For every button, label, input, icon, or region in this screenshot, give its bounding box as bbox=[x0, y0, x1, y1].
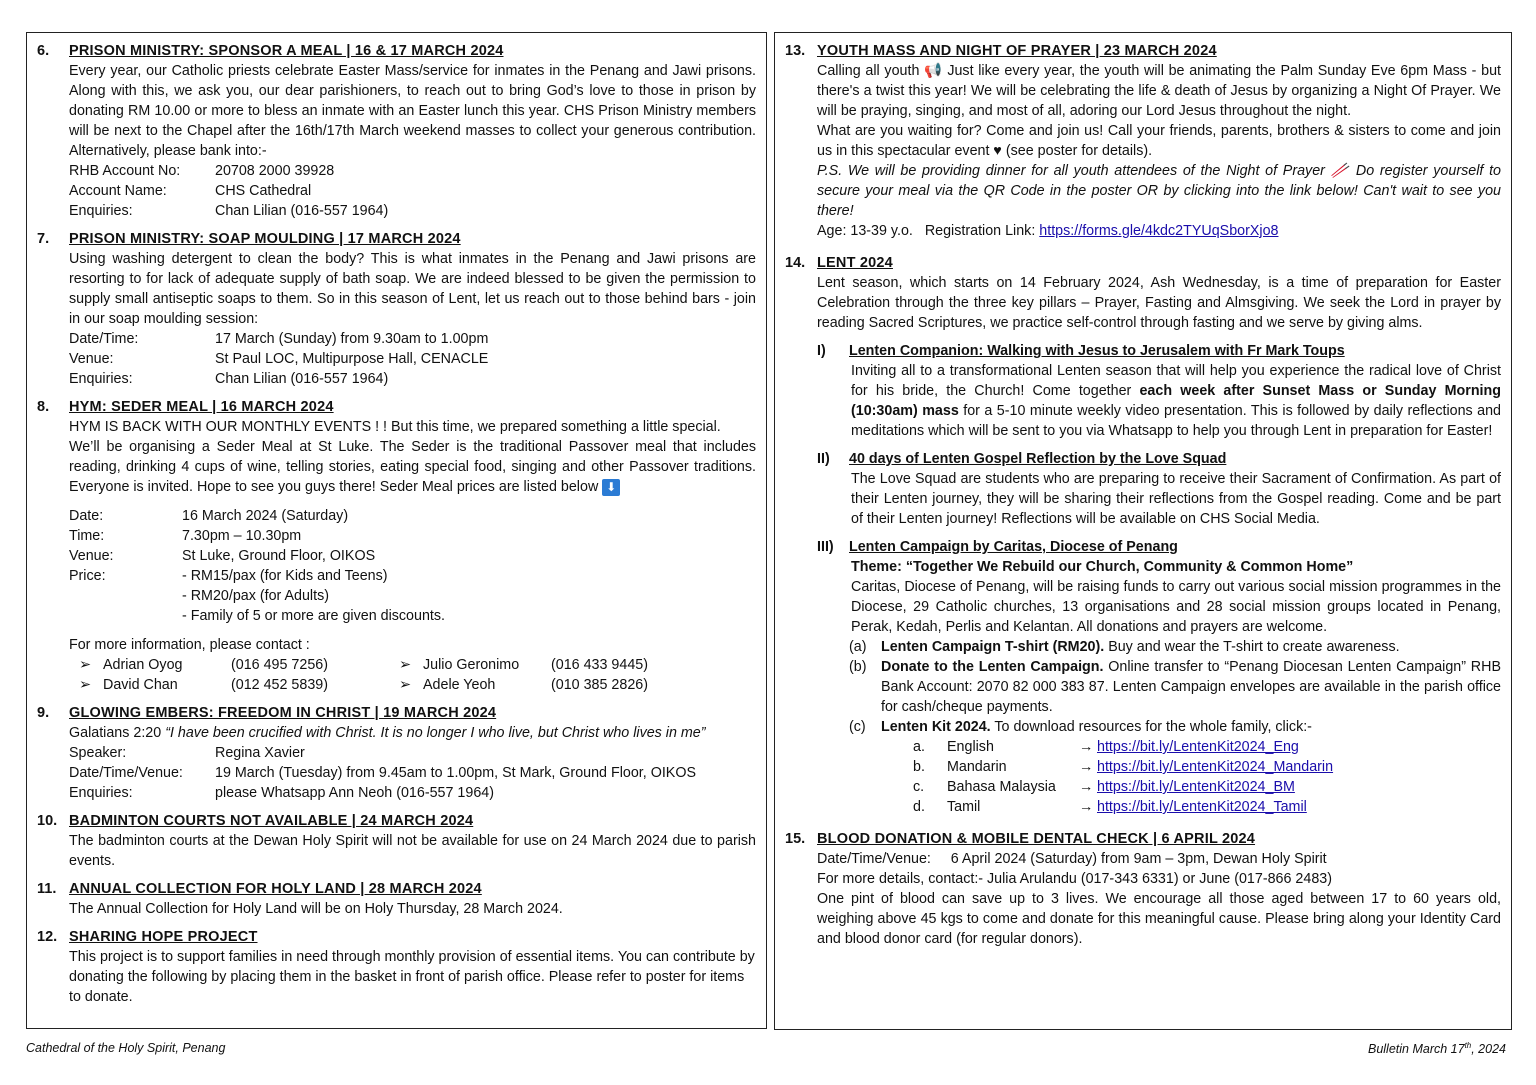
verse: Galatians 2:20 “I have been crucified with Christ. It is no longer I who live, but Christ who lives in me” bbox=[69, 725, 706, 741]
roman-numeral: III) bbox=[817, 539, 834, 555]
section-7 bbox=[37, 229, 756, 389]
kit-link-tamil[interactable]: https://bit.ly/LentenKit2024_Tamil bbox=[1097, 799, 1307, 815]
section-15 bbox=[785, 829, 1501, 949]
right-column bbox=[774, 32, 1512, 1030]
item-c: (c) Lenten Kit 2024. To download resources for the whole family, click:- bbox=[849, 719, 1312, 735]
footer-right: Bulletin March 17th, 2024 bbox=[1367, 1041, 1506, 1057]
info-row: Venue: St Paul LOC, Multipurpose Hall, CENACLE bbox=[69, 351, 489, 367]
right-arrow-icon: → bbox=[1079, 739, 1094, 755]
section-body: The Annual Collection for Holy Land will be on Holy Thursday, 28 March 2024. bbox=[69, 901, 563, 917]
info-row: Account Name: CHS Cathedral bbox=[69, 183, 312, 199]
item-a: (a) Lenten Campaign T-shirt (RM20). Buy and wear the T-shirt to create awareness. bbox=[849, 639, 1400, 655]
subsection-body: The Love Squad are students who are preparing to receive their Sacrament of Confirmation. As part of their Lenten journey, they will be sharing their reflections from the Gospel reading. Come and be part of their Lenten journey! Reflections will be available on CHS Social Media. bbox=[851, 471, 1501, 527]
item-b: (b) Donate to the Lenten Campaign. Online transfer to “Penang Diocesan Lenten Campaign” RHB Bank Account: 2070 82 000 383 87. Lenten Campaign envelopes are available in the parish office for cash/cheque payments. bbox=[849, 659, 1501, 715]
info-row: Date/Time/Venue: 19 March (Tuesday) from 9.45am to 1.00pm, St Mark, Ground Floor, OIKOS bbox=[69, 765, 696, 781]
info-row: RHB Account No: 20708 2000 39928 bbox=[69, 163, 335, 179]
section-title: YOUTH MASS AND NIGHT OF PRAYER | 23 MARCH 2024 bbox=[817, 43, 1217, 59]
kit-link-english[interactable]: https://bit.ly/LentenKit2024_Eng bbox=[1097, 739, 1299, 755]
roman-numeral: I) bbox=[817, 343, 826, 359]
section-6 bbox=[37, 41, 756, 221]
left-column bbox=[26, 32, 767, 1029]
section-title: HYM: SEDER MEAL | 16 MARCH 2024 bbox=[69, 399, 334, 415]
section-body: What are you waiting for? Come and join us! Call your friends, parents, brothers & sisters to come and join us in this spectacular event ♥ (see poster for details). bbox=[817, 123, 1501, 159]
section-note: P.S. We will be providing dinner for all youth attendees of the Night of Prayer 🥢 Do register yourself to secure your meal via the QR Code in the poster OR by clicking into the link below! Can't wait to see you there! bbox=[817, 163, 1501, 219]
kit-row: d. Tamil → https://bit.ly/LentenKit2024_Tamil bbox=[913, 799, 1307, 815]
section-body: Every year, our Catholic priests celebrate Easter Mass/service for inmates in the Penang and Jawi prisons. Along with this, we ask you, our dear parishioners, to reach out to bring God’s love to those in prison by donating RM 10.00 or more to bless an inmate with an Easter lunch this year. CHS Prison Ministry members will be next to the Chapel after the 16th/17th March weekend masses to collect your generous contribution. Alternatively, please bank into:- bbox=[69, 63, 756, 159]
section-body: One pint of blood can save up to 3 lives. We encourage all those aged between 17 to 60 years old, weighing above 45 kgs to come and donate for this meaningful cause. Please bring along your Identity Card and blood donor card (for regular donors). bbox=[817, 891, 1501, 947]
info-row: Enquiries: Chan Lilian (016-557 1964) bbox=[69, 371, 389, 387]
section-title: PRISON MINISTRY: SPONSOR A MEAL | 16 & 17 MARCH 2024 bbox=[69, 43, 504, 59]
info-row: Date/Time: 17 March (Sunday) from 9.30am to 1.00pm bbox=[69, 331, 489, 347]
section-number: 10. bbox=[37, 813, 58, 829]
registration-line: Age: 13-39 y.o. Registration Link: https://forms.gle/4kdc2TYUqSborXjo8 bbox=[817, 223, 1279, 239]
registration-link[interactable]: https://forms.gle/4kdc2TYUqSborXjo8 bbox=[1039, 223, 1279, 239]
subsection-iii bbox=[817, 537, 1501, 817]
section-number: 13. bbox=[785, 43, 806, 59]
subsection-title: Lenten Companion: Walking with Jesus to Jerusalem with Fr Mark Toups bbox=[849, 343, 1345, 359]
arrow-bullet-icon: ➢ bbox=[79, 677, 91, 693]
section-10 bbox=[37, 811, 756, 871]
section-body: Calling all youth 📢 Just like every year, the youth will be animating the Palm Sunday Eve 6pm Mass - but there's a twist this year! We will be celebrating the life & death of Jesus by organizing a Night Of Prayer. We will be praying, singing, and most of all, adoring our Lord Jesus throughout the night. bbox=[817, 63, 1501, 119]
section-body: Using washing detergent to clean the body? This is what inmates in the Penang and Jawi prisons are resorting to for lack of adequate supply of bath soap. We are indeed blessed to be given the permission to supply small antiseptic soaps to them. So in this season of Lent, let us reach out to those behind bars - join in our soap moulding session: bbox=[69, 251, 756, 327]
section-title: ANNUAL COLLECTION FOR HOLY LAND | 28 MARCH 2024 bbox=[69, 881, 482, 897]
contact-line: For more details, contact:- Julia Arulandu (017-343 6331) or June (017-866 2483) bbox=[817, 871, 1332, 887]
kit-row: b. Mandarin → https://bit.ly/LentenKit2024_Mandarin bbox=[913, 759, 1334, 775]
contact-item: ➢ David Chan (012 452 5839) bbox=[69, 675, 389, 695]
info-row: Enquiries: please Whatsapp Ann Neoh (016-557 1964) bbox=[69, 785, 494, 801]
section-number: 6. bbox=[37, 43, 50, 59]
contact-intro: For more information, please contact : bbox=[69, 637, 310, 653]
contact-item: ➢ Julio Geronimo (016 433 9445) bbox=[389, 655, 709, 675]
section-8 bbox=[37, 397, 756, 695]
subsection-body: Inviting all to a transformational Lenten season that will help you experience the radical love of Christ for his bride, the Church! Come together each week after Sunset Mass or Sunday Morning (10:30am) mass for a 5-10 minute weekly video presentation. This is followed by daily reflections and meditations which will be sent to you via Whatsapp to help you through Lent in preparation for Easter! bbox=[851, 363, 1501, 439]
section-title: SHARING HOPE PROJECT bbox=[69, 929, 258, 945]
info-row: Speaker: Regina Xavier bbox=[69, 745, 305, 761]
subsection-title: 40 days of Lenten Gospel Reflection by the Love Squad bbox=[849, 451, 1227, 467]
section-body: We’ll be organising a Seder Meal at St Luke. The Seder is the traditional Passover meal that includes reading, drinking 4 cups of wine, telling stories, eating special food, singing and other Passover traditions. Everyone is invited. Hope to see you guys there! Seder Meal prices are listed below ⬇ bbox=[69, 439, 756, 495]
right-arrow-icon: → bbox=[1079, 779, 1094, 795]
subsection-title: Lenten Campaign by Caritas, Diocese of Penang bbox=[849, 539, 1178, 555]
info-row: Enquiries: Chan Lilian (016-557 1964) bbox=[69, 203, 389, 219]
info-row: - Family of 5 or more are given discounts. bbox=[182, 608, 446, 624]
section-13 bbox=[785, 41, 1501, 241]
arrow-bullet-icon: ➢ bbox=[399, 677, 411, 693]
footer-left: Cathedral of the Holy Spirit, Penang bbox=[26, 1041, 226, 1055]
section-number: 14. bbox=[785, 255, 806, 271]
arrow-bullet-icon: ➢ bbox=[399, 657, 411, 673]
contact-item: ➢ Adele Yeoh (010 385 2826) bbox=[389, 675, 709, 695]
section-number: 9. bbox=[37, 705, 50, 721]
kit-link-bm[interactable]: https://bit.ly/LentenKit2024_BM bbox=[1097, 779, 1295, 795]
section-number: 15. bbox=[785, 831, 806, 847]
info-row: Price: - RM15/pax (for Kids and Teens) bbox=[69, 568, 388, 584]
contact-item: ➢ Adrian Oyog (016 495 7256) bbox=[69, 655, 389, 675]
subsection-body: Caritas, Diocese of Penang, will be raising funds to carry out various social mission programmes in the Diocese, 29 Catholic churches, 13 organisations and 28 social mission groups located in Penang, Perak, Kedah, Perlis and Kelantan. All donations and prayers are welcome. bbox=[851, 579, 1501, 635]
info-row: Venue: St Luke, Ground Floor, OIKOS bbox=[69, 548, 376, 564]
roman-numeral: II) bbox=[817, 451, 830, 467]
section-body: Lent season, which starts on 14 February 2024, Ash Wednesday, is a time of preparation for Easter Celebration through the three key pillars – Prayer, Fasting and Almsgiving. We seek the Lord in prayer by reading Sacred Scriptures, we practice self-control through fasting and we serve by giving alms. bbox=[817, 275, 1501, 331]
kit-link-mandarin[interactable]: https://bit.ly/LentenKit2024_Mandarin bbox=[1097, 759, 1334, 775]
kit-row: c. Bahasa Malaysia → https://bit.ly/LentenKit2024_BM bbox=[913, 779, 1295, 795]
down-arrow-icon: ⬇ bbox=[602, 479, 620, 496]
subsection-ii bbox=[817, 449, 1501, 529]
section-body: The badminton courts at the Dewan Holy Spirit will not be available for use on 24 March 2024 due to parish events. bbox=[69, 833, 756, 869]
right-arrow-icon: → bbox=[1079, 759, 1094, 775]
section-14 bbox=[785, 253, 1501, 817]
section-number: 7. bbox=[37, 231, 50, 247]
date-time-venue: Date/Time/Venue: 6 April 2024 (Saturday) from 9am – 3pm, Dewan Holy Spirit bbox=[817, 851, 1327, 867]
info-row: - RM20/pax (for Adults) bbox=[182, 588, 329, 604]
info-row: Date: 16 March 2024 (Saturday) bbox=[69, 508, 349, 524]
section-intro: HYM IS BACK WITH OUR MONTHLY EVENTS ! ! But this time, we prepared something a little special. bbox=[69, 419, 721, 435]
kit-row: a. English → https://bit.ly/LentenKit2024_Eng bbox=[913, 739, 1299, 755]
section-body: This project is to support families in need through monthly provision of essential items. You can contribute by donating the following by placing them in the basket in front of parish office. Please refer to poster for items to donate. bbox=[69, 949, 755, 1005]
section-title: LENT 2024 bbox=[817, 255, 893, 271]
section-title: BLOOD DONATION & MOBILE DENTAL CHECK | 6 APRIL 2024 bbox=[817, 831, 1256, 847]
theme: Theme: “Together We Rebuild our Church, Community & Common Home” bbox=[851, 559, 1354, 575]
contact-list bbox=[69, 655, 756, 695]
section-11 bbox=[37, 879, 756, 919]
subsection-i bbox=[817, 341, 1501, 441]
section-number: 12. bbox=[37, 929, 58, 945]
section-9 bbox=[37, 703, 756, 803]
section-title: GLOWING EMBERS: FREEDOM IN CHRIST | 19 MARCH 2024 bbox=[69, 705, 497, 721]
section-title: BADMINTON COURTS NOT AVAILABLE | 24 MARCH 2024 bbox=[69, 813, 474, 829]
right-arrow-icon: → bbox=[1079, 799, 1094, 815]
section-12 bbox=[37, 927, 756, 1007]
arrow-bullet-icon: ➢ bbox=[79, 657, 91, 673]
section-number: 11. bbox=[37, 881, 57, 897]
info-row: Time: 7.30pm – 10.30pm bbox=[69, 528, 302, 544]
section-number: 8. bbox=[37, 399, 50, 415]
section-title: PRISON MINISTRY: SOAP MOULDING | 17 MARCH 2024 bbox=[69, 231, 461, 247]
